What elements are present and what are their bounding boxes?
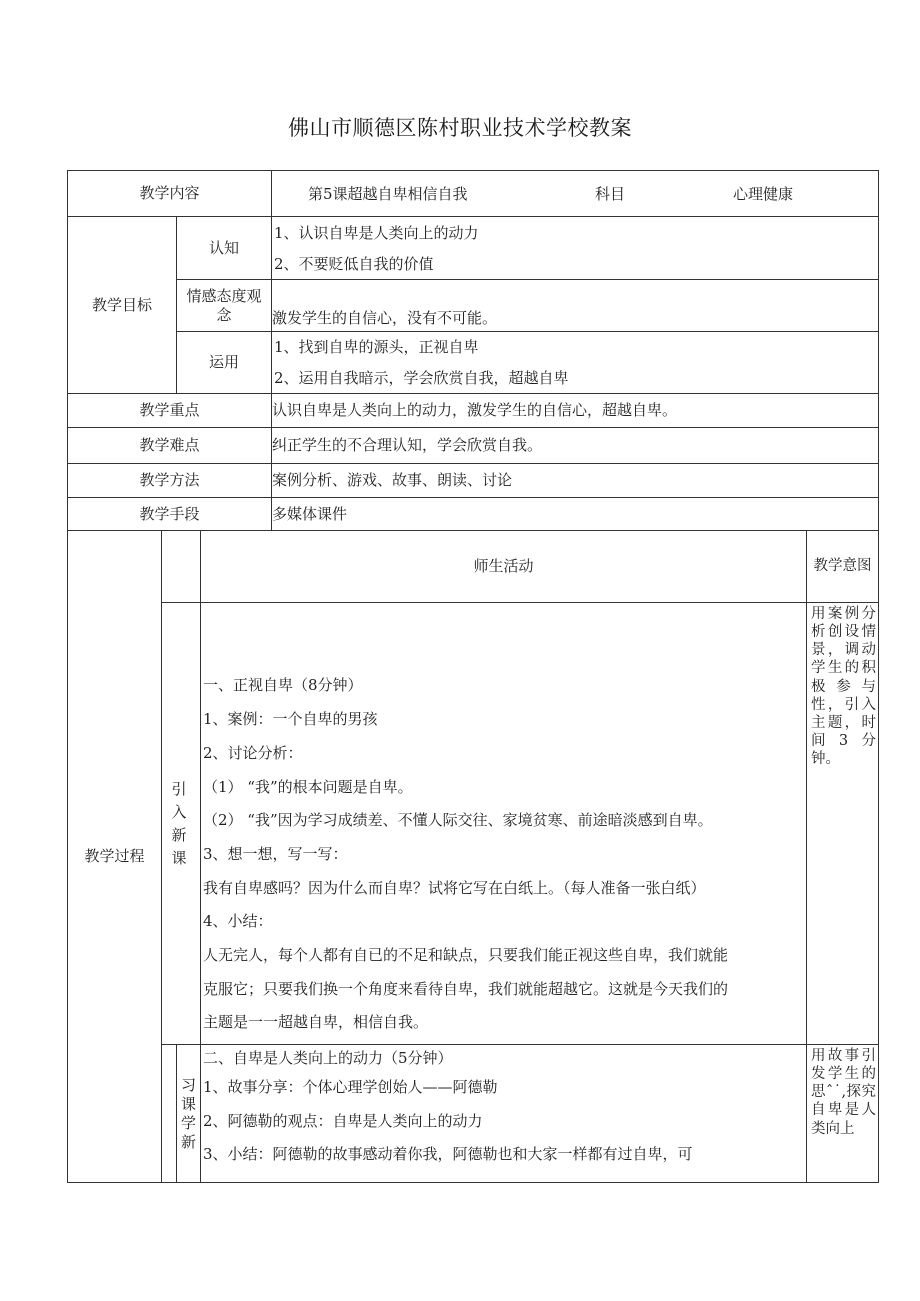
intro-line: 人无完人，每个人都有自已的不足和缺点，只要我们能正视这些自卑，我们就能: [203, 945, 729, 964]
intro-line: （2） “我”因为学习成绩差、不懂人际交往、家境贫寒、前途暗淡感到自卑。: [203, 811, 713, 830]
cognition-line: 2、不要贬低自我的价值: [274, 255, 434, 273]
cognition-content: [272, 217, 879, 280]
key-point-label: 教学重点: [68, 394, 272, 428]
new-lesson-label: 习课学新: [177, 1045, 201, 1183]
cognition-line: 1、认识自卑是人类向上的动力: [274, 224, 479, 242]
new-lesson-content: [201, 1045, 807, 1183]
intro-line: 1、案例：一个自卑的男孩: [203, 710, 378, 729]
new-lesson-intent: 用故事引发学生的思ˆ˙,探究自卑是人类向上: [807, 1045, 879, 1183]
page-title: 佛山市顺德区陈村职业技术学校教案: [288, 116, 632, 140]
method-row: [68, 464, 879, 498]
subject-value: 心理健康: [733, 184, 794, 203]
objective-emotion-row: [68, 280, 879, 332]
means-label: 教学手段: [68, 498, 272, 531]
intro-line: （1） “我”的根本问题是自卑。: [203, 777, 413, 796]
cognition-label: 认知: [177, 217, 272, 280]
method-content: 案例分析、游戏、故事、朗读、讨论: [272, 464, 879, 498]
intro-line: 克服它；只要我们换一个角度来看待自卑，我们就能超越它。这就是今天我们的: [203, 979, 729, 998]
application-line: 1、找到自卑的源头，正视自卑: [274, 338, 479, 356]
intro-line: 一、正视自卑（8分钟）: [203, 676, 363, 695]
intent-header: 教学意图: [807, 531, 879, 603]
process-header-blank: [162, 531, 201, 603]
intro-line: 3、想一想，写一写：: [203, 844, 348, 863]
intro-line: 主题是一一超越自卑，相信自我。: [203, 1013, 429, 1032]
intro-line: 我有自卑感吗？因为什么而自卑？试将它写在白纸上。（每人准备一张白纸）: [203, 878, 706, 897]
intro-row: [68, 603, 879, 1045]
activity-header: 师生活动: [201, 531, 807, 603]
objective-application-row: [68, 332, 879, 394]
new-lesson-blank: [162, 1045, 177, 1183]
means-content: 多媒体课件: [272, 498, 879, 531]
intro-label: 引入新课: [162, 603, 201, 1045]
process-header-row: [68, 531, 879, 603]
new-lesson-row: [68, 1045, 879, 1183]
emotion-content: 激发学生的自信心，没有不可能。: [272, 280, 879, 332]
method-label: 教学方法: [68, 464, 272, 498]
new-lesson-line: 1、故事分享：个体心理学创始人——阿德勒: [203, 1078, 498, 1096]
content-label: 教学内容: [68, 171, 272, 217]
intro-line: 4、小结：: [203, 912, 273, 931]
difficulty-label: 教学难点: [68, 428, 272, 464]
new-lesson-line: 二、自卑是人类向上的动力（5分钟）: [203, 1049, 453, 1067]
application-content: [272, 332, 879, 394]
new-lesson-line: 2、阿德勒的观点：自卑是人类向上的动力: [203, 1111, 483, 1130]
content-row: [68, 171, 879, 217]
lesson-plan-table: [67, 170, 879, 1183]
means-row: [68, 498, 879, 531]
process-label: 教学过程: [68, 531, 162, 1183]
new-lesson-line: 3、小结：阿德勒的故事感动着你我，阿德勒也和大家一样都有过自卑，可: [203, 1145, 693, 1164]
subject-label: 科目: [595, 184, 626, 203]
key-point-row: [68, 394, 879, 428]
difficulty-row: [68, 428, 879, 464]
difficulty-content: 纠正学生的不合理认知，学会欣赏自我。: [272, 428, 879, 464]
intro-content: [201, 603, 807, 1045]
content-cell: [272, 171, 879, 217]
emotion-label: 情感态度观念: [177, 280, 272, 332]
application-line: 2、运用自我暗示，学会欣赏自我，超越自卑: [274, 369, 569, 387]
objectives-label: 教学目标: [68, 217, 177, 394]
application-label: 运用: [177, 332, 272, 394]
intro-intent: 用案例分析创设情景，调动学生的积极参与性，引入主题，时间3分钟。: [807, 603, 879, 1045]
lesson-title: 第5课超越自卑相信自我: [308, 184, 468, 203]
intro-line: 2、讨论分析：: [203, 743, 303, 762]
objective-cognition-row: [68, 217, 879, 280]
key-point-content: 认识自卑是人类向上的动力，激发学生的自信心，超越自卑。: [272, 394, 879, 428]
